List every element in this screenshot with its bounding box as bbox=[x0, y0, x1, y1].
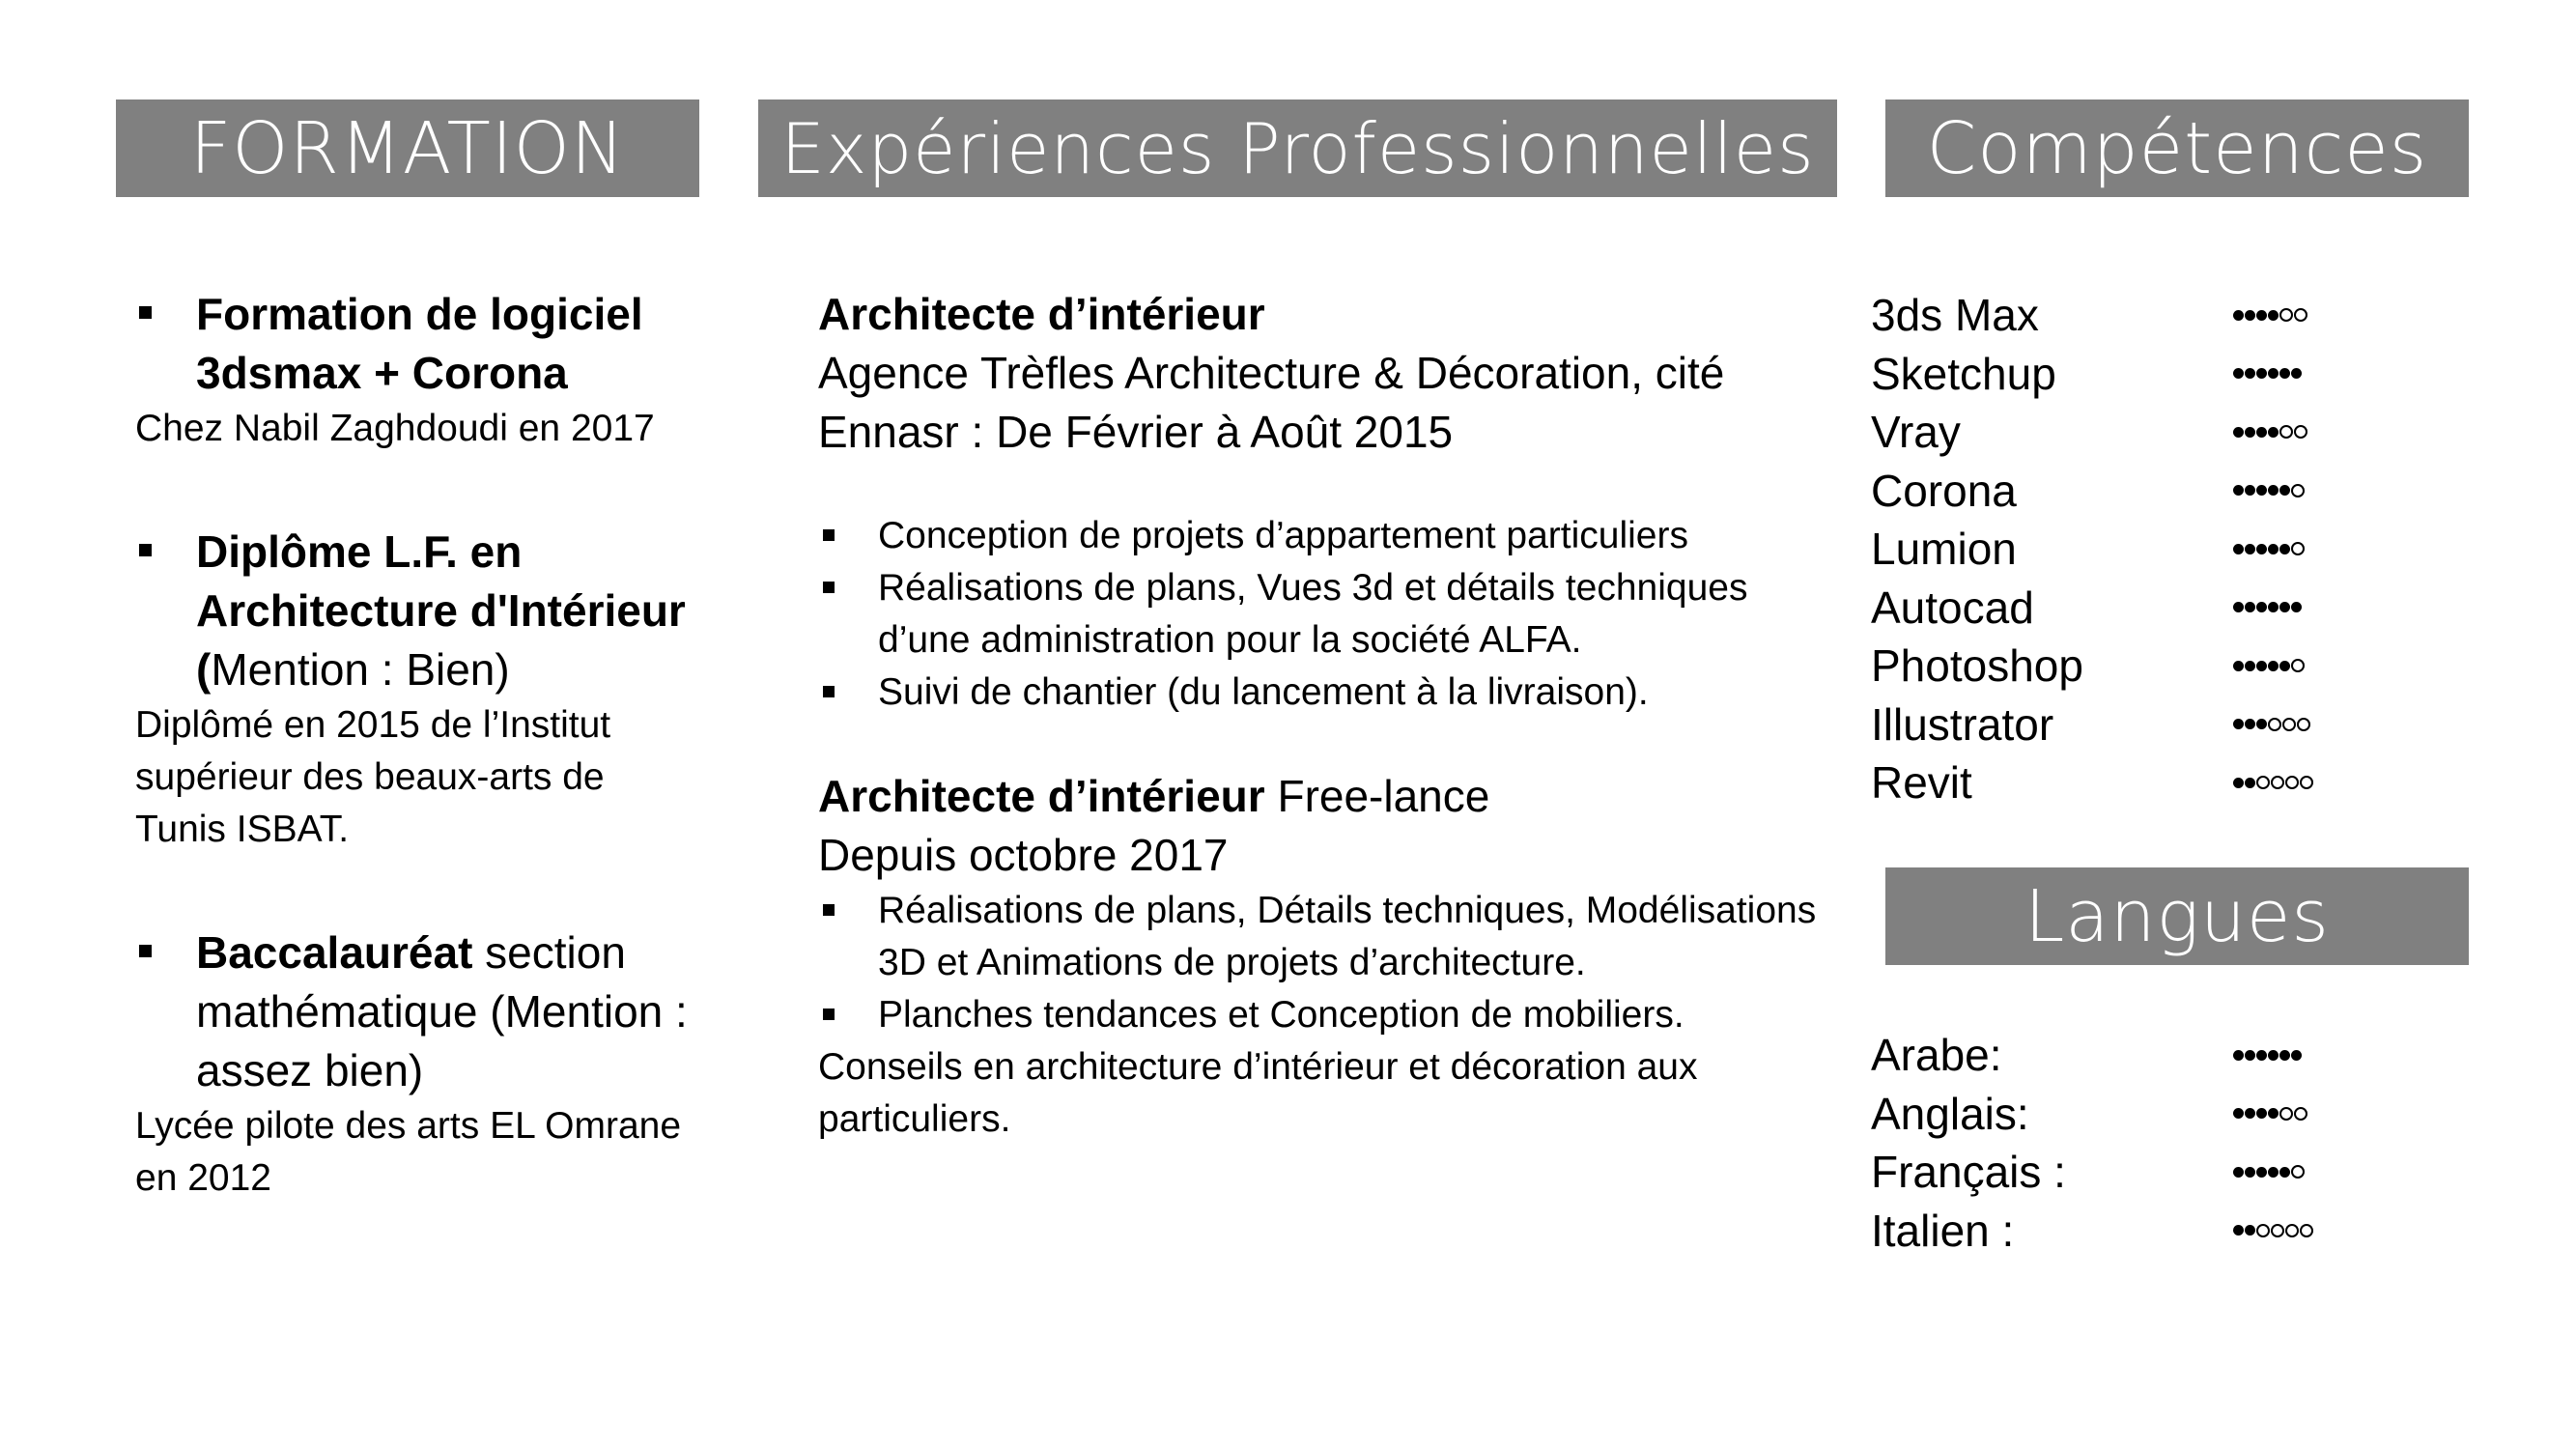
skill-name: Lumion bbox=[1871, 524, 2017, 574]
skill-name: Illustrator bbox=[1871, 698, 2054, 750]
experience-2 bbox=[818, 767, 1842, 826]
skill-rating bbox=[2233, 403, 2308, 462]
filled-dot-icon bbox=[2268, 602, 2279, 612]
filled-dot-icon bbox=[2256, 368, 2267, 379]
filled-dot-icon bbox=[2256, 719, 2267, 729]
filled-dot-icon bbox=[2245, 1225, 2255, 1236]
filled-dot-icon bbox=[2245, 485, 2255, 496]
filled-dot-icon bbox=[2268, 485, 2279, 496]
filled-dot-icon bbox=[2279, 368, 2290, 379]
skills-list bbox=[1871, 286, 2354, 812]
formation-item-2 bbox=[116, 523, 695, 699]
empty-dot-icon bbox=[2291, 659, 2305, 672]
skill-row bbox=[1871, 753, 2354, 812]
filled-dot-icon bbox=[2233, 602, 2244, 612]
filled-dot-icon bbox=[2279, 602, 2290, 612]
experience-bullet bbox=[818, 885, 1842, 989]
bullet-square-icon bbox=[139, 306, 152, 319]
filled-dot-icon bbox=[2233, 1167, 2244, 1178]
formation-column bbox=[116, 285, 695, 1205]
filled-dot-icon bbox=[2233, 427, 2244, 438]
language-name: Arabe: bbox=[1871, 1030, 2002, 1080]
formation-detail: Chez Nabil Zaghdoudi en 2017 bbox=[135, 408, 655, 449]
filled-dot-icon bbox=[2268, 310, 2279, 321]
language-row bbox=[1871, 1085, 2354, 1144]
filled-dot-icon bbox=[2233, 1050, 2244, 1061]
experience-bullet-text: Réalisations de plans, Détails techniques, Modélisations 3D et Animations de projets d’architecture. bbox=[878, 890, 1817, 983]
filled-dot-icon bbox=[2245, 602, 2255, 612]
empty-dot-icon bbox=[2297, 718, 2310, 731]
skill-name: Autocad bbox=[1871, 582, 2034, 633]
empty-dot-icon bbox=[2256, 1224, 2270, 1237]
formation-title: Diplôme L.F. en Architecture d'Intérieur ( bbox=[196, 526, 686, 695]
filled-dot-icon bbox=[2256, 1167, 2267, 1178]
skill-rating bbox=[2233, 753, 2314, 812]
skill-rating bbox=[2233, 286, 2308, 345]
experience-bullet-text: Réalisations de plans, Vues 3d et détails techniques d’une administration pour la société ALFA. bbox=[878, 567, 1748, 661]
empty-dot-icon bbox=[2271, 776, 2284, 789]
filled-dot-icon bbox=[2233, 1108, 2244, 1119]
experience-bullet bbox=[818, 510, 1842, 562]
experience-bullet bbox=[818, 562, 1842, 667]
filled-dot-icon bbox=[2279, 485, 2290, 496]
filled-dot-icon bbox=[2233, 310, 2244, 321]
experience-bullet-text: Suivi de chantier (du lancement à la livraison). bbox=[878, 671, 1649, 713]
experiences-header: Expériences Professionnelles bbox=[758, 99, 1837, 197]
language-name: Anglais: bbox=[1871, 1088, 2029, 1139]
experience-bullet bbox=[818, 667, 1842, 719]
skill-name: Corona bbox=[1871, 465, 2017, 516]
skill-name: Sketchup bbox=[1871, 348, 2056, 399]
experience-subtitle: Depuis octobre 2017 bbox=[818, 830, 1229, 880]
experience-title: Architecte d’intérieur bbox=[818, 771, 1265, 821]
empty-dot-icon bbox=[2300, 1224, 2313, 1237]
experience-bullet-text: Planches tendances et Conception de mobiliers. bbox=[878, 994, 1684, 1036]
skill-row bbox=[1871, 403, 2354, 462]
skill-rating bbox=[2233, 345, 2303, 404]
filled-dot-icon bbox=[2291, 368, 2302, 379]
filled-dot-icon bbox=[2233, 485, 2244, 496]
filled-dot-icon bbox=[2256, 661, 2267, 671]
experience-subtitle: Agence Trèfles Architecture & Décoration, cité Ennasr : De Février à Août 2015 bbox=[818, 348, 1725, 457]
bullet-square-icon bbox=[823, 1009, 835, 1020]
empty-dot-icon bbox=[2285, 776, 2299, 789]
filled-dot-icon bbox=[2268, 661, 2279, 671]
skill-name: Vray bbox=[1871, 407, 1961, 457]
filled-dot-icon bbox=[2245, 778, 2255, 788]
filled-dot-icon bbox=[2256, 310, 2267, 321]
empty-dot-icon bbox=[2282, 718, 2296, 731]
bullet-square-icon bbox=[823, 529, 835, 541]
filled-dot-icon bbox=[2268, 1108, 2279, 1119]
filled-dot-icon bbox=[2256, 602, 2267, 612]
formation-title: Formation de logiciel 3dsmax + Corona bbox=[196, 289, 643, 398]
bullet-square-icon bbox=[823, 904, 835, 916]
empty-dot-icon bbox=[2291, 1165, 2305, 1179]
filled-dot-icon bbox=[2268, 368, 2279, 379]
filled-dot-icon bbox=[2245, 1108, 2255, 1119]
empty-dot-icon bbox=[2268, 718, 2281, 731]
filled-dot-icon bbox=[2233, 719, 2244, 729]
skill-row bbox=[1871, 637, 2354, 696]
formation-title-rest: Mention : Bien) bbox=[211, 644, 510, 695]
filled-dot-icon bbox=[2233, 1225, 2244, 1236]
empty-dot-icon bbox=[2279, 308, 2293, 322]
languages-list bbox=[1871, 1026, 2354, 1260]
skill-row bbox=[1871, 696, 2354, 754]
language-name: Français : bbox=[1871, 1147, 2066, 1197]
skill-rating bbox=[2233, 579, 2303, 638]
filled-dot-icon bbox=[2245, 661, 2255, 671]
empty-dot-icon bbox=[2279, 425, 2293, 439]
formation-item-3 bbox=[116, 923, 695, 1100]
bullet-square-icon bbox=[139, 544, 152, 556]
formation-detail: Diplômé en 2015 de l’Institut supérieur des beaux-arts de Tunis ISBAT. bbox=[135, 704, 611, 850]
empty-dot-icon bbox=[2294, 308, 2307, 322]
language-rating bbox=[2233, 1202, 2314, 1261]
filled-dot-icon bbox=[2245, 544, 2255, 554]
filled-dot-icon bbox=[2233, 368, 2244, 379]
filled-dot-icon bbox=[2279, 661, 2290, 671]
experience-bullet-text: Conception de projets d’appartement particuliers bbox=[878, 515, 1688, 556]
empty-dot-icon bbox=[2279, 1107, 2293, 1121]
filled-dot-icon bbox=[2256, 485, 2267, 496]
filled-dot-icon bbox=[2245, 719, 2255, 729]
skill-name: Revit bbox=[1871, 757, 1972, 808]
filled-dot-icon bbox=[2256, 1108, 2267, 1119]
language-rating bbox=[2233, 1026, 2303, 1085]
experience-title: Architecte d’intérieur bbox=[818, 289, 1265, 339]
filled-dot-icon bbox=[2268, 1050, 2279, 1061]
filled-dot-icon bbox=[2291, 602, 2302, 612]
experience-title-rest: Free-lance bbox=[1264, 771, 1490, 821]
filled-dot-icon bbox=[2268, 544, 2279, 554]
skill-row bbox=[1871, 462, 2354, 521]
skill-row bbox=[1871, 520, 2354, 579]
skill-rating bbox=[2233, 462, 2306, 521]
experiences-column bbox=[818, 285, 1842, 1146]
filled-dot-icon bbox=[2245, 368, 2255, 379]
filled-dot-icon bbox=[2279, 544, 2290, 554]
language-row bbox=[1871, 1143, 2354, 1202]
formation-detail: Lycée pilote des arts EL Omrane en 2012 bbox=[135, 1105, 682, 1199]
filled-dot-icon bbox=[2245, 310, 2255, 321]
bullet-square-icon bbox=[139, 945, 152, 957]
skill-name: Photoshop bbox=[1871, 640, 2083, 691]
competences-header: Compétences bbox=[1885, 99, 2469, 197]
empty-dot-icon bbox=[2291, 484, 2305, 497]
experience-1 bbox=[818, 285, 1842, 344]
filled-dot-icon bbox=[2233, 661, 2244, 671]
language-rating bbox=[2233, 1143, 2306, 1202]
empty-dot-icon bbox=[2294, 425, 2307, 439]
language-row bbox=[1871, 1202, 2354, 1261]
filled-dot-icon bbox=[2268, 1167, 2279, 1178]
skill-row bbox=[1871, 286, 2354, 345]
formation-item-1 bbox=[116, 285, 695, 403]
empty-dot-icon bbox=[2291, 542, 2305, 555]
skill-name: 3ds Max bbox=[1871, 290, 2039, 340]
langues-header: Langues bbox=[1885, 867, 2469, 965]
filled-dot-icon bbox=[2233, 778, 2244, 788]
filled-dot-icon bbox=[2291, 1050, 2302, 1061]
empty-dot-icon bbox=[2285, 1224, 2299, 1237]
empty-dot-icon bbox=[2271, 1224, 2284, 1237]
filled-dot-icon bbox=[2245, 1050, 2255, 1061]
experience-bullet bbox=[818, 989, 1842, 1041]
filled-dot-icon bbox=[2279, 1167, 2290, 1178]
skill-row bbox=[1871, 345, 2354, 404]
filled-dot-icon bbox=[2256, 427, 2267, 438]
filled-dot-icon bbox=[2279, 1050, 2290, 1061]
skill-rating bbox=[2233, 637, 2306, 696]
skill-rating bbox=[2233, 696, 2311, 754]
filled-dot-icon bbox=[2245, 427, 2255, 438]
empty-dot-icon bbox=[2256, 776, 2270, 789]
skill-row bbox=[1871, 579, 2354, 638]
experience-note: Conseils en architecture d’intérieur et décoration aux particuliers. bbox=[818, 1046, 1698, 1140]
filled-dot-icon bbox=[2256, 544, 2267, 554]
filled-dot-icon bbox=[2233, 544, 2244, 554]
language-name: Italien : bbox=[1871, 1205, 2015, 1256]
filled-dot-icon bbox=[2256, 1050, 2267, 1061]
formation-title-rest: section mathématique (Mention : assez bien) bbox=[196, 927, 688, 1095]
bullet-square-icon bbox=[823, 686, 835, 697]
filled-dot-icon bbox=[2268, 427, 2279, 438]
formation-title: Baccalauréat bbox=[196, 927, 473, 978]
language-row bbox=[1871, 1026, 2354, 1085]
language-rating bbox=[2233, 1085, 2308, 1144]
filled-dot-icon bbox=[2245, 1167, 2255, 1178]
empty-dot-icon bbox=[2300, 776, 2313, 789]
empty-dot-icon bbox=[2294, 1107, 2307, 1121]
bullet-square-icon bbox=[823, 582, 835, 593]
skill-rating bbox=[2233, 520, 2306, 579]
formation-header: FORMATION bbox=[116, 99, 699, 197]
